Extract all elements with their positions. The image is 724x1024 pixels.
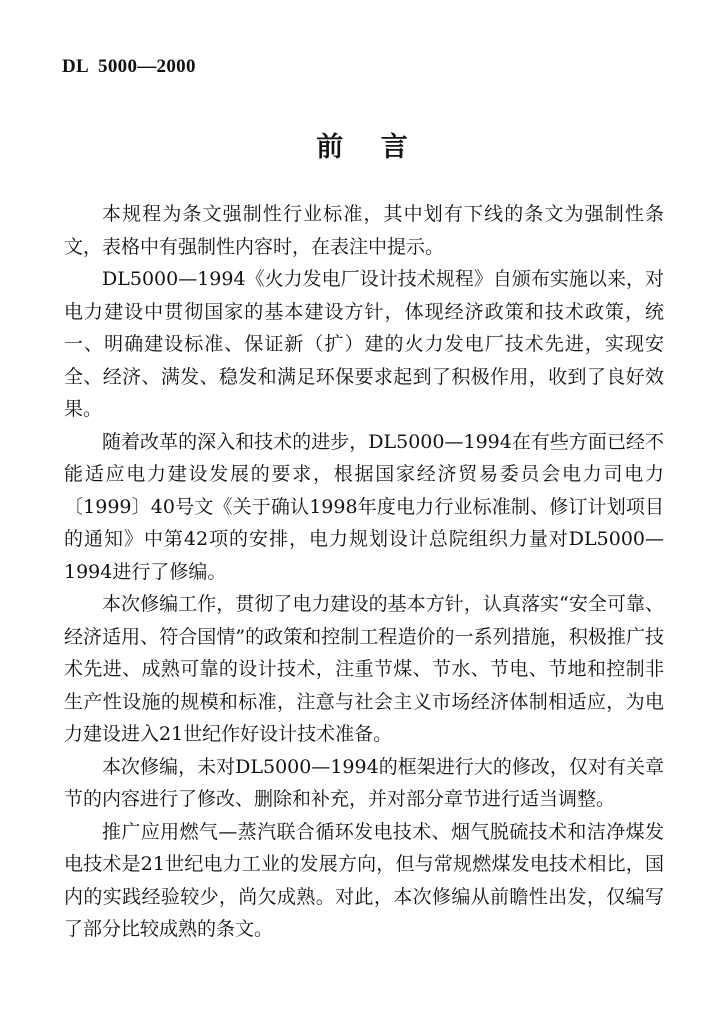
paragraph: 随着改革的深入和技术的进步，DL5000—1994在有些方面已经不能适应电力建设发展的要求，根据国家经济贸易委员会电力司电力〔1999〕40号文《关于确认1998年度电力行业标准制、修订计划项目的通知》中第42项的安排，电力规划设计总院组织力量对DL5000—1994进行了修编。 <box>64 430 664 583</box>
page-title: 前 言 <box>316 132 408 163</box>
paragraph: DL5000—1994《火力发电厂设计技术规程》自颁布实施以来，对电力建设中贯彻国家的基本建设方针，体现经济政策和技术政策，统一、明确建设标准、保证新（扩）建的火力发电厂技术先进，实现安全、经济、满发、稳发和满足环保要求起到了积极作用，收到了良好效果。 <box>64 268 664 420</box>
paragraph: 本规程为条文强制性行业标准，其中划有下线的条文为强制性条文，表格中有强制性内容时，在表注中提示。 <box>64 203 664 258</box>
body-text <box>64 198 664 946</box>
paragraph: 推广应用燃气—蒸汽联合循环发电技术、烟气脱硫技术和洁净煤发电技术是21世纪电力工业的发展方向，但与常规燃煤发电技术相比，国内的实践经验较少，尚欠成熟。对此，本次修编从前瞻性出发，仅编写了部分比较成熟的条文。 <box>64 820 664 940</box>
paragraph: 本次修编工作，贯彻了电力建设的基本方针，认真落实“安全可靠、经济适用、符合国情”的政策和控制工程造价的一系列措施，积极推广技术先进、成熟可靠的设计技术，注重节煤、节水、节电、节地和控制非生产性设施的规模和标准，注意与社会主义市场经济体制相适应，为电力建设进入21世纪作好设计技术准备。 <box>64 593 664 745</box>
paragraph: 本次修编，未对DL5000—1994的框架进行大的修改，仅对有关章节的内容进行了修改、删除和补充，并对部分章节进行适当调整。 <box>64 755 664 810</box>
document-code: DL 5000—2000 <box>62 56 196 77</box>
